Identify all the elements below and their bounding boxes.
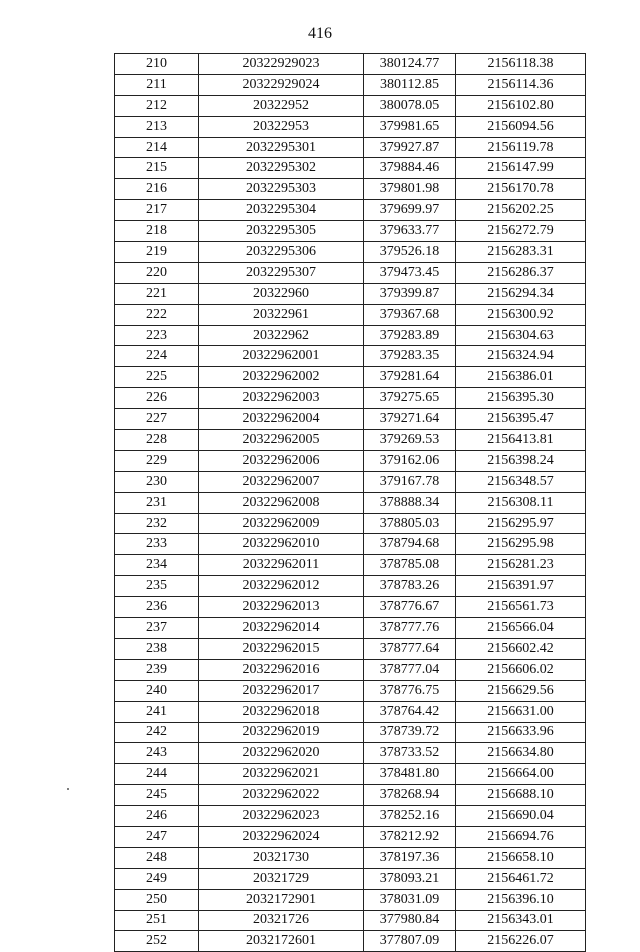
point-code-cell: 20322960 <box>199 283 364 304</box>
table-row <box>115 764 586 785</box>
row-number-cell: 249 <box>115 868 199 889</box>
point-code-cell: 2032295304 <box>199 200 364 221</box>
row-number-cell: 241 <box>115 701 199 722</box>
y-coordinate-cell: 2156694.76 <box>456 826 586 847</box>
table-row <box>115 367 586 388</box>
table-row <box>115 116 586 137</box>
row-number-cell: 211 <box>115 74 199 95</box>
page-number: 416 <box>308 25 332 42</box>
y-coordinate-cell: 2156324.94 <box>456 346 586 367</box>
table-row <box>115 200 586 221</box>
point-code-cell: 20322962005 <box>199 430 364 451</box>
y-coordinate-cell: 2156396.10 <box>456 889 586 910</box>
point-code-cell: 20322962007 <box>199 471 364 492</box>
y-coordinate-cell: 2156658.10 <box>456 847 586 868</box>
y-coordinate-cell: 2156348.57 <box>456 471 586 492</box>
row-number-cell: 238 <box>115 638 199 659</box>
x-coordinate-cell: 377807.09 <box>364 931 456 952</box>
table-row <box>115 179 586 200</box>
table-row <box>115 450 586 471</box>
x-coordinate-cell: 378739.72 <box>364 722 456 743</box>
row-number-cell: 244 <box>115 764 199 785</box>
row-number-cell: 218 <box>115 221 199 242</box>
y-coordinate-cell: 2156690.04 <box>456 806 586 827</box>
table-row <box>115 409 586 430</box>
x-coordinate-cell: 378888.34 <box>364 492 456 513</box>
x-coordinate-cell: 379271.64 <box>364 409 456 430</box>
table-row <box>115 137 586 158</box>
point-code-cell: 20321726 <box>199 910 364 931</box>
point-code-cell: 2032295305 <box>199 221 364 242</box>
y-coordinate-cell: 2156170.78 <box>456 179 586 200</box>
x-coordinate-cell: 379526.18 <box>364 242 456 263</box>
y-coordinate-cell: 2156688.10 <box>456 785 586 806</box>
x-coordinate-cell: 379699.97 <box>364 200 456 221</box>
table-row <box>115 868 586 889</box>
table-row <box>115 74 586 95</box>
table-row <box>115 471 586 492</box>
y-coordinate-cell: 2156272.79 <box>456 221 586 242</box>
y-coordinate-cell: 2156398.24 <box>456 450 586 471</box>
y-coordinate-cell: 2156664.00 <box>456 764 586 785</box>
table-row <box>115 889 586 910</box>
point-code-cell: 20322962014 <box>199 618 364 639</box>
x-coordinate-cell: 378733.52 <box>364 743 456 764</box>
table-row <box>115 388 586 409</box>
row-number-cell: 224 <box>115 346 199 367</box>
row-number-cell: 219 <box>115 242 199 263</box>
x-coordinate-cell: 378794.68 <box>364 534 456 555</box>
y-coordinate-cell: 2156094.56 <box>456 116 586 137</box>
row-number-cell: 242 <box>115 722 199 743</box>
y-coordinate-cell: 2156461.72 <box>456 868 586 889</box>
row-number-cell: 223 <box>115 325 199 346</box>
x-coordinate-cell: 378805.03 <box>364 513 456 534</box>
point-code-cell: 20322962022 <box>199 785 364 806</box>
x-coordinate-cell: 378764.42 <box>364 701 456 722</box>
x-coordinate-cell: 380112.85 <box>364 74 456 95</box>
y-coordinate-cell: 2156202.25 <box>456 200 586 221</box>
x-coordinate-cell: 379283.35 <box>364 346 456 367</box>
row-number-cell: 233 <box>115 534 199 555</box>
row-number-cell: 227 <box>115 409 199 430</box>
x-coordinate-cell: 378776.67 <box>364 597 456 618</box>
point-code-cell: 20322962002 <box>199 367 364 388</box>
x-coordinate-cell: 378031.09 <box>364 889 456 910</box>
row-number-cell: 245 <box>115 785 199 806</box>
x-coordinate-cell: 378776.75 <box>364 680 456 701</box>
table-row <box>115 54 586 75</box>
point-code-cell: 2032295302 <box>199 158 364 179</box>
y-coordinate-cell: 2156295.97 <box>456 513 586 534</box>
row-number-cell: 231 <box>115 492 199 513</box>
row-number-cell: 221 <box>115 283 199 304</box>
point-code-cell: 20322962018 <box>199 701 364 722</box>
point-code-cell: 2032295303 <box>199 179 364 200</box>
point-code-cell: 20322953 <box>199 116 364 137</box>
x-coordinate-cell: 379473.45 <box>364 262 456 283</box>
point-code-cell: 20322962 <box>199 325 364 346</box>
table-row <box>115 95 586 116</box>
x-coordinate-cell: 378783.26 <box>364 576 456 597</box>
x-coordinate-cell: 379281.64 <box>364 367 456 388</box>
table-row <box>115 743 586 764</box>
table-row <box>115 806 586 827</box>
x-coordinate-cell: 378777.04 <box>364 659 456 680</box>
y-coordinate-cell: 2156395.30 <box>456 388 586 409</box>
table-row <box>115 785 586 806</box>
table-row <box>115 158 586 179</box>
row-number-cell: 236 <box>115 597 199 618</box>
table-row <box>115 430 586 451</box>
point-code-cell: 2032295301 <box>199 137 364 158</box>
y-coordinate-cell: 2156633.96 <box>456 722 586 743</box>
y-coordinate-cell: 2156561.73 <box>456 597 586 618</box>
row-number-cell: 232 <box>115 513 199 534</box>
x-coordinate-cell: 378197.36 <box>364 847 456 868</box>
point-code-cell: 20322929024 <box>199 74 364 95</box>
point-code-cell: 20322962015 <box>199 638 364 659</box>
row-number-cell: 234 <box>115 555 199 576</box>
y-coordinate-cell: 2156118.38 <box>456 54 586 75</box>
point-code-cell: 2032295307 <box>199 262 364 283</box>
table-body <box>115 54 586 952</box>
x-coordinate-cell: 378093.21 <box>364 868 456 889</box>
row-number-cell: 240 <box>115 680 199 701</box>
table-row <box>115 931 586 952</box>
row-number-cell: 250 <box>115 889 199 910</box>
x-coordinate-cell: 379167.78 <box>364 471 456 492</box>
point-code-cell: 20322962008 <box>199 492 364 513</box>
point-code-cell: 2032172901 <box>199 889 364 910</box>
y-coordinate-cell: 2156119.78 <box>456 137 586 158</box>
table-row <box>115 346 586 367</box>
x-coordinate-cell: 379399.87 <box>364 283 456 304</box>
y-coordinate-cell: 2156295.98 <box>456 534 586 555</box>
y-coordinate-cell: 2156283.31 <box>456 242 586 263</box>
y-coordinate-cell: 2156413.81 <box>456 430 586 451</box>
row-number-cell: 210 <box>115 54 199 75</box>
x-coordinate-cell: 378785.08 <box>364 555 456 576</box>
point-code-cell: 20321729 <box>199 868 364 889</box>
table-row <box>115 680 586 701</box>
y-coordinate-cell: 2156226.07 <box>456 931 586 952</box>
table-row <box>115 555 586 576</box>
x-coordinate-cell: 378777.76 <box>364 618 456 639</box>
row-number-cell: 243 <box>115 743 199 764</box>
x-coordinate-cell: 379927.87 <box>364 137 456 158</box>
point-code-cell: 20322961 <box>199 304 364 325</box>
x-coordinate-cell: 378777.64 <box>364 638 456 659</box>
y-coordinate-cell: 2156114.36 <box>456 74 586 95</box>
x-coordinate-cell: 379981.65 <box>364 116 456 137</box>
point-code-cell: 20322962013 <box>199 597 364 618</box>
table-row <box>115 242 586 263</box>
row-number-cell: 222 <box>115 304 199 325</box>
point-code-cell: 20322962006 <box>199 450 364 471</box>
point-code-cell: 20322962012 <box>199 576 364 597</box>
y-coordinate-cell: 2156102.80 <box>456 95 586 116</box>
point-code-cell: 20322962020 <box>199 743 364 764</box>
point-code-cell: 20322962001 <box>199 346 364 367</box>
table-row <box>115 325 586 346</box>
table-row <box>115 638 586 659</box>
row-number-cell: 214 <box>115 137 199 158</box>
point-code-cell: 20322962024 <box>199 826 364 847</box>
y-coordinate-cell: 2156395.47 <box>456 409 586 430</box>
row-number-cell: 213 <box>115 116 199 137</box>
point-code-cell: 20322962016 <box>199 659 364 680</box>
table-row <box>115 847 586 868</box>
y-coordinate-cell: 2156294.34 <box>456 283 586 304</box>
row-number-cell: 235 <box>115 576 199 597</box>
point-code-cell: 20322962023 <box>199 806 364 827</box>
table-row <box>115 910 586 931</box>
row-number-cell: 247 <box>115 826 199 847</box>
x-coordinate-cell: 379633.77 <box>364 221 456 242</box>
point-code-cell: 20322962009 <box>199 513 364 534</box>
point-code-cell: 20322952 <box>199 95 364 116</box>
x-coordinate-cell: 379162.06 <box>364 450 456 471</box>
point-code-cell: 20322962017 <box>199 680 364 701</box>
y-coordinate-cell: 2156634.80 <box>456 743 586 764</box>
x-coordinate-cell: 379269.53 <box>364 430 456 451</box>
row-number-cell: 252 <box>115 931 199 952</box>
x-coordinate-cell: 380078.05 <box>364 95 456 116</box>
y-coordinate-cell: 2156300.92 <box>456 304 586 325</box>
scan-dot <box>67 788 69 790</box>
table-row <box>115 283 586 304</box>
point-code-cell: 20322962004 <box>199 409 364 430</box>
row-number-cell: 216 <box>115 179 199 200</box>
coordinates-table <box>114 53 586 952</box>
x-coordinate-cell: 378268.94 <box>364 785 456 806</box>
y-coordinate-cell: 2156286.37 <box>456 262 586 283</box>
row-number-cell: 248 <box>115 847 199 868</box>
x-coordinate-cell: 378481.80 <box>364 764 456 785</box>
x-coordinate-cell: 379801.98 <box>364 179 456 200</box>
table-row <box>115 618 586 639</box>
y-coordinate-cell: 2156631.00 <box>456 701 586 722</box>
row-number-cell: 237 <box>115 618 199 639</box>
row-number-cell: 246 <box>115 806 199 827</box>
table-row <box>115 492 586 513</box>
y-coordinate-cell: 2156566.04 <box>456 618 586 639</box>
table-row <box>115 597 586 618</box>
y-coordinate-cell: 2156391.97 <box>456 576 586 597</box>
row-number-cell: 217 <box>115 200 199 221</box>
point-code-cell: 20322929023 <box>199 54 364 75</box>
y-coordinate-cell: 2156602.42 <box>456 638 586 659</box>
row-number-cell: 251 <box>115 910 199 931</box>
table-row <box>115 722 586 743</box>
x-coordinate-cell: 379367.68 <box>364 304 456 325</box>
point-code-cell: 20321730 <box>199 847 364 868</box>
table-row <box>115 659 586 680</box>
x-coordinate-cell: 378252.16 <box>364 806 456 827</box>
table-row <box>115 701 586 722</box>
table-row <box>115 513 586 534</box>
point-code-cell: 20322962011 <box>199 555 364 576</box>
x-coordinate-cell: 379283.89 <box>364 325 456 346</box>
y-coordinate-cell: 2156281.23 <box>456 555 586 576</box>
y-coordinate-cell: 2156343.01 <box>456 910 586 931</box>
x-coordinate-cell: 378212.92 <box>364 826 456 847</box>
point-code-cell: 2032172601 <box>199 931 364 952</box>
y-coordinate-cell: 2156147.99 <box>456 158 586 179</box>
row-number-cell: 229 <box>115 450 199 471</box>
point-code-cell: 20322962021 <box>199 764 364 785</box>
x-coordinate-cell: 377980.84 <box>364 910 456 931</box>
row-number-cell: 239 <box>115 659 199 680</box>
y-coordinate-cell: 2156304.63 <box>456 325 586 346</box>
row-number-cell: 215 <box>115 158 199 179</box>
point-code-cell: 2032295306 <box>199 242 364 263</box>
point-code-cell: 20322962003 <box>199 388 364 409</box>
row-number-cell: 226 <box>115 388 199 409</box>
x-coordinate-cell: 379275.65 <box>364 388 456 409</box>
y-coordinate-cell: 2156308.11 <box>456 492 586 513</box>
table-row <box>115 221 586 242</box>
point-code-cell: 20322962010 <box>199 534 364 555</box>
table-row <box>115 262 586 283</box>
point-code-cell: 20322962019 <box>199 722 364 743</box>
row-number-cell: 220 <box>115 262 199 283</box>
table-row <box>115 576 586 597</box>
y-coordinate-cell: 2156386.01 <box>456 367 586 388</box>
table-row <box>115 304 586 325</box>
table-row <box>115 534 586 555</box>
row-number-cell: 228 <box>115 430 199 451</box>
y-coordinate-cell: 2156629.56 <box>456 680 586 701</box>
row-number-cell: 212 <box>115 95 199 116</box>
y-coordinate-cell: 2156606.02 <box>456 659 586 680</box>
table-row <box>115 826 586 847</box>
x-coordinate-cell: 380124.77 <box>364 54 456 75</box>
row-number-cell: 230 <box>115 471 199 492</box>
row-number-cell: 225 <box>115 367 199 388</box>
x-coordinate-cell: 379884.46 <box>364 158 456 179</box>
